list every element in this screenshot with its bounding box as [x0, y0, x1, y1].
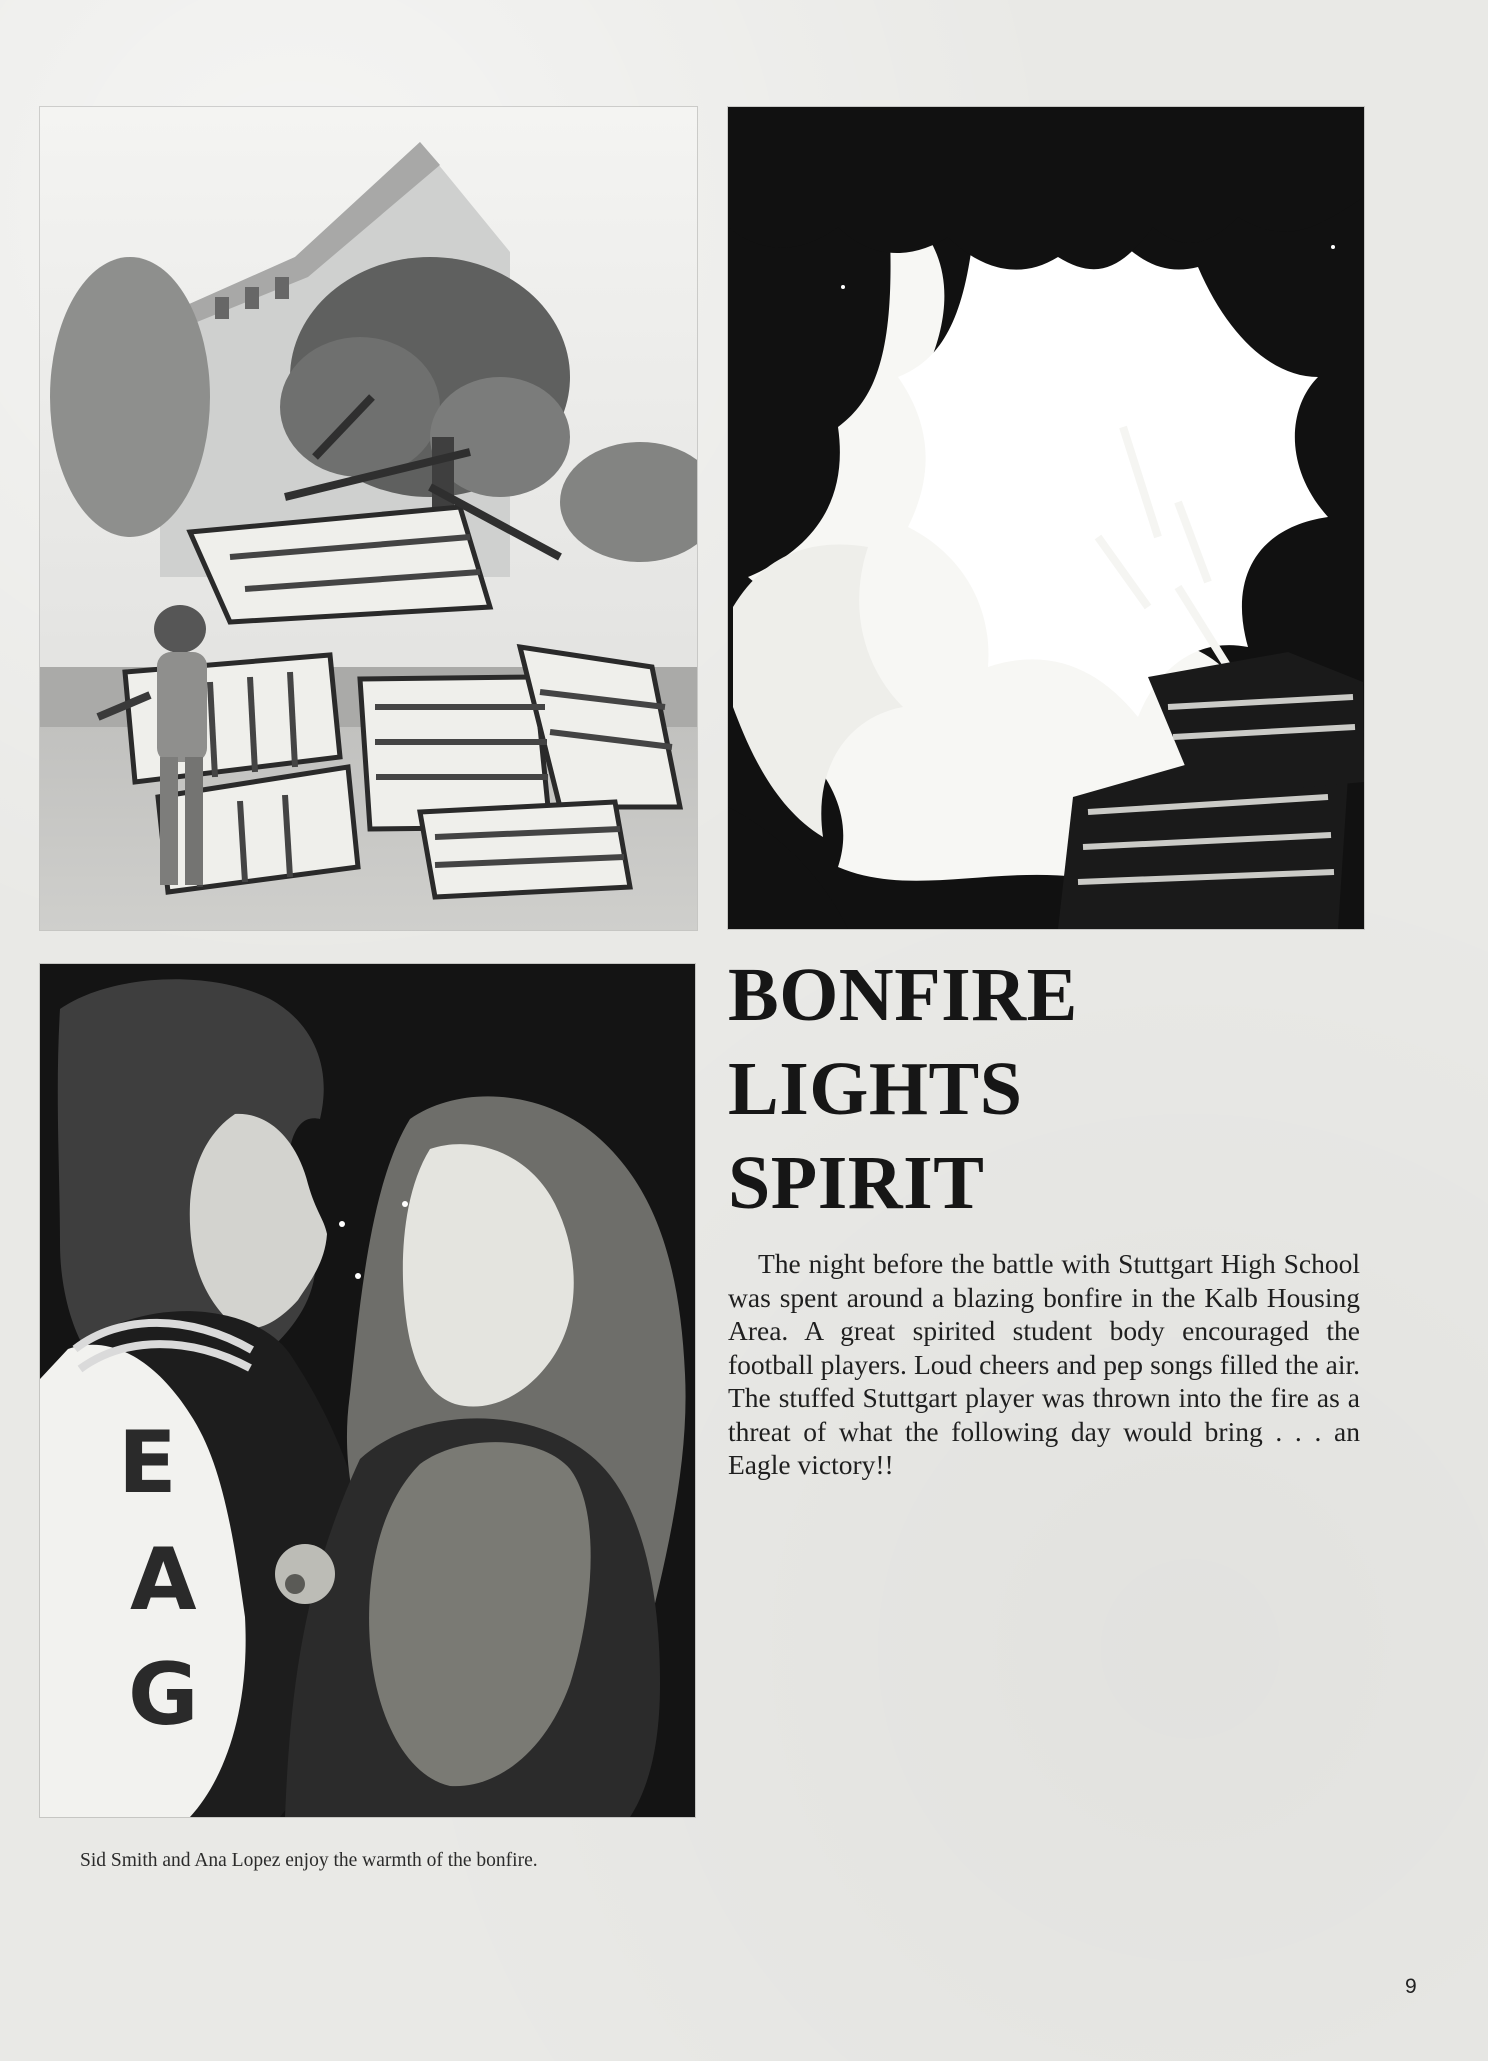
- couple-photo: [40, 964, 695, 1817]
- headline-line-3: SPIRIT: [728, 1141, 985, 1225]
- article-headline: [728, 948, 1328, 1230]
- article-body: The night before the battle with Stuttgart High School was spent around a blazing bonfire in the Kalb Housing Area. A great spirited student body encouraged the football players. Loud cheers and pep songs filled the air. The stuffed Stuttgart player was thrown into the fire as a threat of what the following day would bring . . . an Eagle victory!!: [728, 1248, 1360, 1480]
- headline-line-1: BONFIRE: [728, 953, 1078, 1037]
- bonfire-photo: [728, 107, 1364, 929]
- photo-caption: Sid Smith and Ana Lopez enjoy the warmth of the bonfire.: [80, 1850, 538, 1871]
- page-number: 9: [1405, 1975, 1417, 1998]
- couple-illustration: [40, 964, 695, 1817]
- jacket-letter-e: E: [118, 1413, 177, 1513]
- headline-line-2: LIGHTS: [728, 1047, 1023, 1131]
- pallet-pile-photo: [40, 107, 697, 930]
- jacket-letter-a: A: [130, 1530, 197, 1630]
- jacket-letter-g: G: [128, 1645, 199, 1745]
- pallet-pile-illustration: [40, 107, 697, 930]
- bonfire-illustration: [728, 107, 1364, 929]
